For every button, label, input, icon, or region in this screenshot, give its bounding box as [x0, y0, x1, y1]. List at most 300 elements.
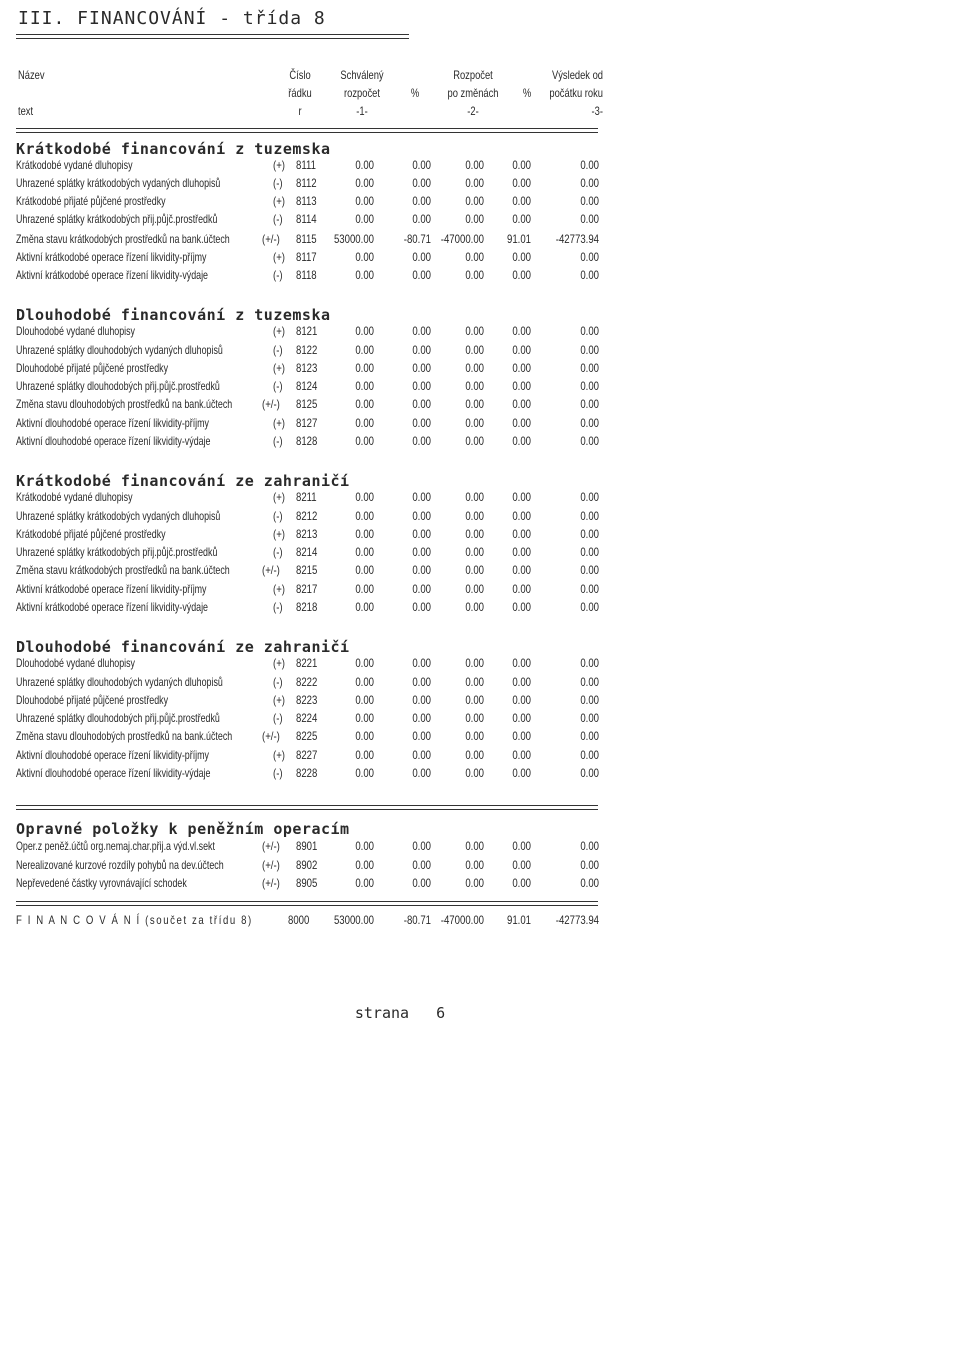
row-sign: (+) [273, 748, 285, 762]
value-pct-2: 0.00 [512, 361, 531, 375]
value-schvaleny: 0.00 [355, 711, 374, 725]
value-vysledek: 0.00 [580, 268, 599, 282]
header-schvaleny-2: rozpočet [344, 86, 380, 100]
value-rozpocet: 0.00 [465, 397, 484, 411]
value-vysledek: 0.00 [580, 194, 599, 208]
row-label: Aktivní dlouhodobé operace řízení likvidity-výdaje [16, 766, 211, 780]
row-sign: (-) [273, 176, 283, 190]
row-sign: (+/-) [262, 876, 280, 890]
value-pct-2: 0.00 [512, 600, 531, 614]
row-number: 8121 [296, 324, 318, 338]
value-vysledek: 0.00 [580, 176, 599, 190]
value-pct-1: 0.00 [412, 194, 431, 208]
row-sign: (-) [273, 600, 283, 614]
value-vysledek: 0.00 [580, 748, 599, 762]
value-vysledek: 0.00 [580, 397, 599, 411]
value-rozpocet: 0.00 [465, 268, 484, 282]
total-rozpocet: -47000.00 [440, 913, 484, 927]
value-vysledek: 0.00 [580, 600, 599, 614]
value-pct-1: 0.00 [412, 766, 431, 780]
row-number: 8221 [296, 656, 318, 670]
value-rozpocet: 0.00 [465, 839, 484, 853]
row-number: 8114 [296, 212, 317, 226]
value-pct-1: 0.00 [412, 839, 431, 853]
value-vysledek: 0.00 [580, 379, 599, 393]
value-pct-2: 0.00 [512, 876, 531, 890]
row-number: 8224 [296, 711, 318, 725]
value-schvaleny: 0.00 [355, 490, 374, 504]
total-row [0, 913, 600, 931]
table-row [0, 582, 600, 600]
value-rozpocet: 0.00 [465, 324, 484, 338]
value-vysledek: 0.00 [580, 858, 599, 872]
row-sign: (+/-) [262, 397, 280, 411]
table-row [0, 158, 600, 176]
value-pct-2: 0.00 [512, 194, 531, 208]
value-vysledek: 0.00 [580, 675, 599, 689]
value-pct-2: 91.01 [506, 232, 531, 246]
table-row [0, 194, 600, 212]
header-cislo-1: Číslo [289, 68, 311, 82]
header-text: text [18, 104, 34, 118]
value-pct-1: 0.00 [412, 876, 431, 890]
value-schvaleny: 0.00 [355, 675, 374, 689]
value-pct-1: 0.00 [412, 729, 431, 743]
value-pct-1: 0.00 [412, 268, 431, 282]
value-vysledek: 0.00 [580, 693, 599, 707]
header-cislo-2: řádku [288, 86, 312, 100]
value-pct-2: 0.00 [512, 839, 531, 853]
table-row [0, 600, 600, 618]
row-label: Změna stavu krátkodobých prostředků na bank.účtech [16, 232, 230, 246]
row-number: 8228 [296, 766, 318, 780]
row-number: 8111 [296, 158, 316, 172]
row-sign: (+/-) [262, 839, 280, 853]
table-row [0, 416, 600, 434]
row-number: 8902 [296, 858, 318, 872]
row-number: 8124 [296, 379, 318, 393]
row-sign: (-) [273, 343, 283, 357]
section-title: Krátkodobé financování z tuzemska [16, 140, 331, 158]
table-row [0, 343, 600, 361]
table-row [0, 176, 600, 194]
row-label: Aktivní krátkodobé operace řízení likvidity-výdaje [16, 600, 208, 614]
row-sign: (-) [273, 675, 283, 689]
value-schvaleny: 0.00 [355, 748, 374, 762]
value-rozpocet: 0.00 [465, 490, 484, 504]
value-pct-2: 0.00 [512, 729, 531, 743]
value-vysledek: 0.00 [580, 416, 599, 430]
row-sign: (-) [273, 268, 283, 282]
value-schvaleny: 53000.00 [333, 232, 374, 246]
row-label: Krátkodobé přijaté půjčené prostředky [16, 527, 166, 541]
title-rule-2 [16, 38, 409, 39]
value-pct-2: 0.00 [512, 434, 531, 448]
value-rozpocet: 0.00 [465, 176, 484, 190]
value-vysledek: 0.00 [580, 250, 599, 264]
page-number: strana 6 [354, 1004, 446, 1022]
value-rozpocet: 0.00 [465, 545, 484, 559]
value-vysledek: 0.00 [580, 434, 599, 448]
header-rozpocet-2: po změnách [447, 86, 499, 100]
value-rozpocet: 0.00 [465, 675, 484, 689]
row-number: 8217 [296, 582, 318, 596]
row-label: Změna stavu dlouhodobých prostředků na bank.účtech [16, 729, 233, 743]
row-label: Dlouhodobé vydané dluhopisy [16, 656, 135, 670]
value-pct-1: 0.00 [412, 416, 431, 430]
row-label: Aktivní dlouhodobé operace řízení likvidity-výdaje [16, 434, 211, 448]
value-pct-1: 0.00 [412, 343, 431, 357]
value-pct-1: 0.00 [412, 490, 431, 504]
value-rozpocet: 0.00 [465, 379, 484, 393]
value-pct-1: 0.00 [412, 379, 431, 393]
row-label: Aktivní krátkodobé operace řízení likvidity-příjmy [16, 250, 207, 264]
value-schvaleny: 0.00 [355, 858, 374, 872]
value-rozpocet: 0.00 [465, 858, 484, 872]
value-rozpocet: 0.00 [465, 250, 484, 264]
row-number: 8127 [296, 416, 318, 430]
table-row [0, 563, 600, 581]
table-row [0, 509, 600, 527]
value-pct-2: 0.00 [512, 675, 531, 689]
row-number: 8218 [296, 600, 318, 614]
table-row [0, 434, 600, 452]
section-title: Krátkodobé financování ze zahraničí [16, 472, 350, 490]
row-label: Uhrazené splátky krátkodobých vydaných dluhopisů [16, 176, 221, 190]
value-pct-2: 0.00 [512, 397, 531, 411]
row-label: Změna stavu krátkodobých prostředků na bank.účtech [16, 563, 230, 577]
row-label: Aktivní krátkodobé operace řízení likvidity-příjmy [16, 582, 207, 596]
value-pct-1: 0.00 [412, 434, 431, 448]
row-label: Nepřevedené částky vyrovnávající schodek [16, 876, 187, 890]
value-vysledek: 0.00 [580, 545, 599, 559]
value-pct-1: 0.00 [412, 711, 431, 725]
row-label: Aktivní dlouhodobé operace řízení likvidity-příjmy [16, 416, 209, 430]
value-rozpocet: 0.00 [465, 563, 484, 577]
table-row [0, 212, 600, 230]
table-row [0, 397, 600, 415]
value-vysledek: 0.00 [580, 766, 599, 780]
total-rule-1 [16, 901, 598, 902]
value-schvaleny: 0.00 [355, 693, 374, 707]
total-pct-2: 91.01 [506, 913, 531, 927]
value-schvaleny: 0.00 [355, 379, 374, 393]
row-sign: (+) [273, 656, 285, 670]
total-schvaleny: 53000.00 [333, 913, 374, 927]
value-schvaleny: 0.00 [355, 194, 374, 208]
section-title: Dlouhodobé financování z tuzemska [16, 306, 331, 324]
row-label: Uhrazené splátky krátkodobých přij.půjč.prostředků [16, 212, 218, 226]
table-row [0, 379, 600, 397]
value-schvaleny: 0.00 [355, 656, 374, 670]
value-pct-2: 0.00 [512, 711, 531, 725]
value-pct-2: 0.00 [512, 324, 531, 338]
value-pct-2: 0.00 [512, 858, 531, 872]
value-rozpocet: 0.00 [465, 582, 484, 596]
table-row [0, 232, 600, 250]
value-rozpocet: 0.00 [465, 748, 484, 762]
value-pct-1: 0.00 [412, 656, 431, 670]
row-number: 8223 [296, 693, 318, 707]
value-rozpocet: 0.00 [465, 509, 484, 523]
value-pct-1: 0.00 [412, 176, 431, 190]
row-number: 8214 [296, 545, 318, 559]
value-schvaleny: 0.00 [355, 600, 374, 614]
row-sign: (+) [273, 693, 285, 707]
row-sign: (-) [273, 711, 283, 725]
row-sign: (-) [273, 379, 283, 393]
value-rozpocet: 0.00 [465, 600, 484, 614]
header-rule-2 [16, 132, 598, 133]
value-pct-1: 0.00 [412, 212, 431, 226]
value-pct-1: 0.00 [412, 748, 431, 762]
row-label: Krátkodobé vydané dluhopisy [16, 490, 133, 504]
table-row [0, 766, 600, 784]
value-schvaleny: 0.00 [355, 416, 374, 430]
row-label: Krátkodobé přijaté půjčené prostředky [16, 194, 166, 208]
row-number: 8128 [296, 434, 318, 448]
value-pct-2: 0.00 [512, 563, 531, 577]
header-rozpocet-3: -2- [467, 104, 479, 118]
value-vysledek: 0.00 [580, 839, 599, 853]
value-pct-2: 0.00 [512, 416, 531, 430]
row-sign: (+) [273, 194, 285, 208]
row-sign: (-) [273, 545, 283, 559]
value-pct-2: 0.00 [512, 582, 531, 596]
value-pct-2: 0.00 [512, 490, 531, 504]
table-row [0, 675, 600, 693]
table-row [0, 490, 600, 508]
table-row [0, 839, 600, 857]
value-vysledek: 0.00 [580, 324, 599, 338]
value-pct-1: 0.00 [412, 158, 431, 172]
value-vysledek: 0.00 [580, 158, 599, 172]
value-rozpocet: 0.00 [465, 158, 484, 172]
title-rule-1 [16, 34, 409, 35]
row-number: 8123 [296, 361, 318, 375]
row-number: 8115 [296, 232, 317, 246]
total-label: F I N A N C O V Á N Í (součet za třídu 8) [16, 913, 253, 927]
row-label: Oper.z peněž.účtů org.nemaj.char.přij.a výd.vl.sekt [16, 839, 215, 853]
header-vysledek-3: -3- [591, 104, 603, 118]
value-pct-2: 0.00 [512, 509, 531, 523]
table-row [0, 729, 600, 747]
value-schvaleny: 0.00 [355, 563, 374, 577]
row-sign: (+/-) [262, 858, 280, 872]
row-sign: (-) [273, 434, 283, 448]
page-title: III. FINANCOVÁNÍ - třída 8 [18, 8, 326, 29]
value-rozpocet: 0.00 [465, 343, 484, 357]
value-pct-2: 0.00 [512, 212, 531, 226]
row-number: 8222 [296, 675, 318, 689]
value-rozpocet: 0.00 [465, 527, 484, 541]
value-pct-1: 0.00 [412, 397, 431, 411]
value-pct-1: 0.00 [412, 527, 431, 541]
value-schvaleny: 0.00 [355, 361, 374, 375]
value-rozpocet: 0.00 [465, 416, 484, 430]
value-pct-1: 0.00 [412, 675, 431, 689]
row-label: Uhrazené splátky krátkodobých přij.půjč.prostředků [16, 545, 218, 559]
row-number: 8112 [296, 176, 317, 190]
row-sign: (+) [273, 490, 285, 504]
value-schvaleny: 0.00 [355, 250, 374, 264]
value-rozpocet: 0.00 [465, 361, 484, 375]
value-pct-1: -80.71 [403, 232, 431, 246]
value-schvaleny: 0.00 [355, 839, 374, 853]
value-pct-2: 0.00 [512, 766, 531, 780]
row-sign: (+) [273, 361, 285, 375]
table-row [0, 250, 600, 268]
row-number: 8211 [296, 490, 317, 504]
value-vysledek: 0.00 [580, 361, 599, 375]
value-pct-1: 0.00 [412, 509, 431, 523]
row-number: 8118 [296, 268, 317, 282]
value-schvaleny: 0.00 [355, 268, 374, 282]
table-row [0, 693, 600, 711]
value-vysledek: -42773.94 [555, 232, 599, 246]
value-vysledek: 0.00 [580, 527, 599, 541]
value-pct-1: 0.00 [412, 361, 431, 375]
row-label: Uhrazené splátky dlouhodobých přij.půjč.prostředků [16, 379, 220, 393]
row-number: 8113 [296, 194, 317, 208]
header-vysledek-2: počátku roku [549, 86, 603, 100]
section-rule-1 [16, 805, 598, 806]
value-schvaleny: 0.00 [355, 324, 374, 338]
header-cislo-3: r [298, 104, 302, 118]
row-number: 8901 [296, 839, 318, 853]
value-pct-2: 0.00 [512, 343, 531, 357]
value-schvaleny: 0.00 [355, 212, 374, 226]
table-row [0, 748, 600, 766]
row-number: 8212 [296, 509, 318, 523]
value-pct-1: 0.00 [412, 545, 431, 559]
header-pct-1: % [410, 86, 420, 100]
value-schvaleny: 0.00 [355, 434, 374, 448]
row-label: Aktivní krátkodobé operace řízení likvidity-výdaje [16, 268, 208, 282]
table-row [0, 711, 600, 729]
value-schvaleny: 0.00 [355, 343, 374, 357]
value-pct-1: 0.00 [412, 600, 431, 614]
header-rozpocet-1: Rozpočet [453, 68, 493, 82]
value-vysledek: 0.00 [580, 656, 599, 670]
value-rozpocet: 0.00 [465, 766, 484, 780]
row-label: Dlouhodobé přijaté půjčené prostředky [16, 361, 169, 375]
section-title: Dlouhodobé financování ze zahraničí [16, 638, 350, 656]
value-rozpocet: 0.00 [465, 876, 484, 890]
header-nazev: Název [18, 68, 45, 82]
row-sign: (+) [273, 324, 285, 338]
row-label: Uhrazené splátky dlouhodobých vydaných dluhopisů [16, 343, 223, 357]
row-sign: (-) [273, 766, 283, 780]
row-number: 8905 [296, 876, 318, 890]
row-label: Dlouhodobé vydané dluhopisy [16, 324, 135, 338]
value-schvaleny: 0.00 [355, 397, 374, 411]
row-sign: (+) [273, 582, 285, 596]
value-schvaleny: 0.00 [355, 527, 374, 541]
table-row [0, 324, 600, 342]
value-rozpocet: 0.00 [465, 212, 484, 226]
header-rule-1 [16, 128, 598, 129]
value-pct-2: 0.00 [512, 379, 531, 393]
row-label: Uhrazené splátky krátkodobých vydaných dluhopisů [16, 509, 221, 523]
table-row [0, 545, 600, 563]
header-pct-2: % [522, 86, 532, 100]
total-pct-1: -80.71 [403, 913, 431, 927]
value-pct-1: 0.00 [412, 324, 431, 338]
row-label: Dlouhodobé přijaté půjčené prostředky [16, 693, 169, 707]
value-vysledek: 0.00 [580, 563, 599, 577]
value-pct-2: 0.00 [512, 176, 531, 190]
value-pct-2: 0.00 [512, 693, 531, 707]
row-sign: (+/-) [262, 729, 280, 743]
table-row [0, 876, 600, 894]
row-number: 8213 [296, 527, 318, 541]
value-rozpocet: 0.00 [465, 434, 484, 448]
table-row [0, 268, 600, 286]
value-schvaleny: 0.00 [355, 876, 374, 890]
row-sign: (-) [273, 212, 283, 226]
value-pct-2: 0.00 [512, 268, 531, 282]
value-pct-1: 0.00 [412, 563, 431, 577]
row-label: Aktivní dlouhodobé operace řízení likvidity-příjmy [16, 748, 209, 762]
value-vysledek: 0.00 [580, 582, 599, 596]
row-sign: (+) [273, 416, 285, 430]
header-vysledek-1: Výsledek od [552, 68, 603, 82]
value-vysledek: 0.00 [580, 343, 599, 357]
value-pct-2: 0.00 [512, 527, 531, 541]
value-vysledek: 0.00 [580, 212, 599, 226]
value-pct-2: 0.00 [512, 158, 531, 172]
total-number: 8000 [288, 913, 310, 927]
value-pct-2: 0.00 [512, 748, 531, 762]
value-rozpocet: 0.00 [465, 656, 484, 670]
value-pct-2: 0.00 [512, 656, 531, 670]
value-rozpocet: 0.00 [465, 194, 484, 208]
value-vysledek: 0.00 [580, 490, 599, 504]
value-vysledek: 0.00 [580, 876, 599, 890]
section-title: Opravné položky k peněžním operacím [16, 820, 350, 838]
row-number: 8117 [296, 250, 317, 264]
value-rozpocet: 0.00 [465, 693, 484, 707]
section-rule-2 [16, 809, 598, 810]
row-label: Uhrazené splátky dlouhodobých vydaných dluhopisů [16, 675, 223, 689]
row-number: 8122 [296, 343, 318, 357]
value-pct-2: 0.00 [512, 545, 531, 559]
row-label: Krátkodobé vydané dluhopisy [16, 158, 133, 172]
row-sign: (+) [273, 527, 285, 541]
table-row [0, 858, 600, 876]
value-pct-1: 0.00 [412, 693, 431, 707]
value-schvaleny: 0.00 [355, 729, 374, 743]
value-vysledek: 0.00 [580, 711, 599, 725]
value-pct-1: 0.00 [412, 858, 431, 872]
row-number: 8215 [296, 563, 318, 577]
total-rule-2 [16, 905, 598, 906]
header-schvaleny-3: -1- [356, 104, 368, 118]
table-row [0, 656, 600, 674]
value-pct-1: 0.00 [412, 582, 431, 596]
value-schvaleny: 0.00 [355, 545, 374, 559]
row-sign: (+) [273, 158, 285, 172]
value-rozpocet: -47000.00 [440, 232, 484, 246]
value-rozpocet: 0.00 [465, 711, 484, 725]
row-number: 8225 [296, 729, 318, 743]
value-schvaleny: 0.00 [355, 158, 374, 172]
value-schvaleny: 0.00 [355, 176, 374, 190]
value-rozpocet: 0.00 [465, 729, 484, 743]
value-vysledek: 0.00 [580, 729, 599, 743]
row-sign: (+) [273, 250, 285, 264]
